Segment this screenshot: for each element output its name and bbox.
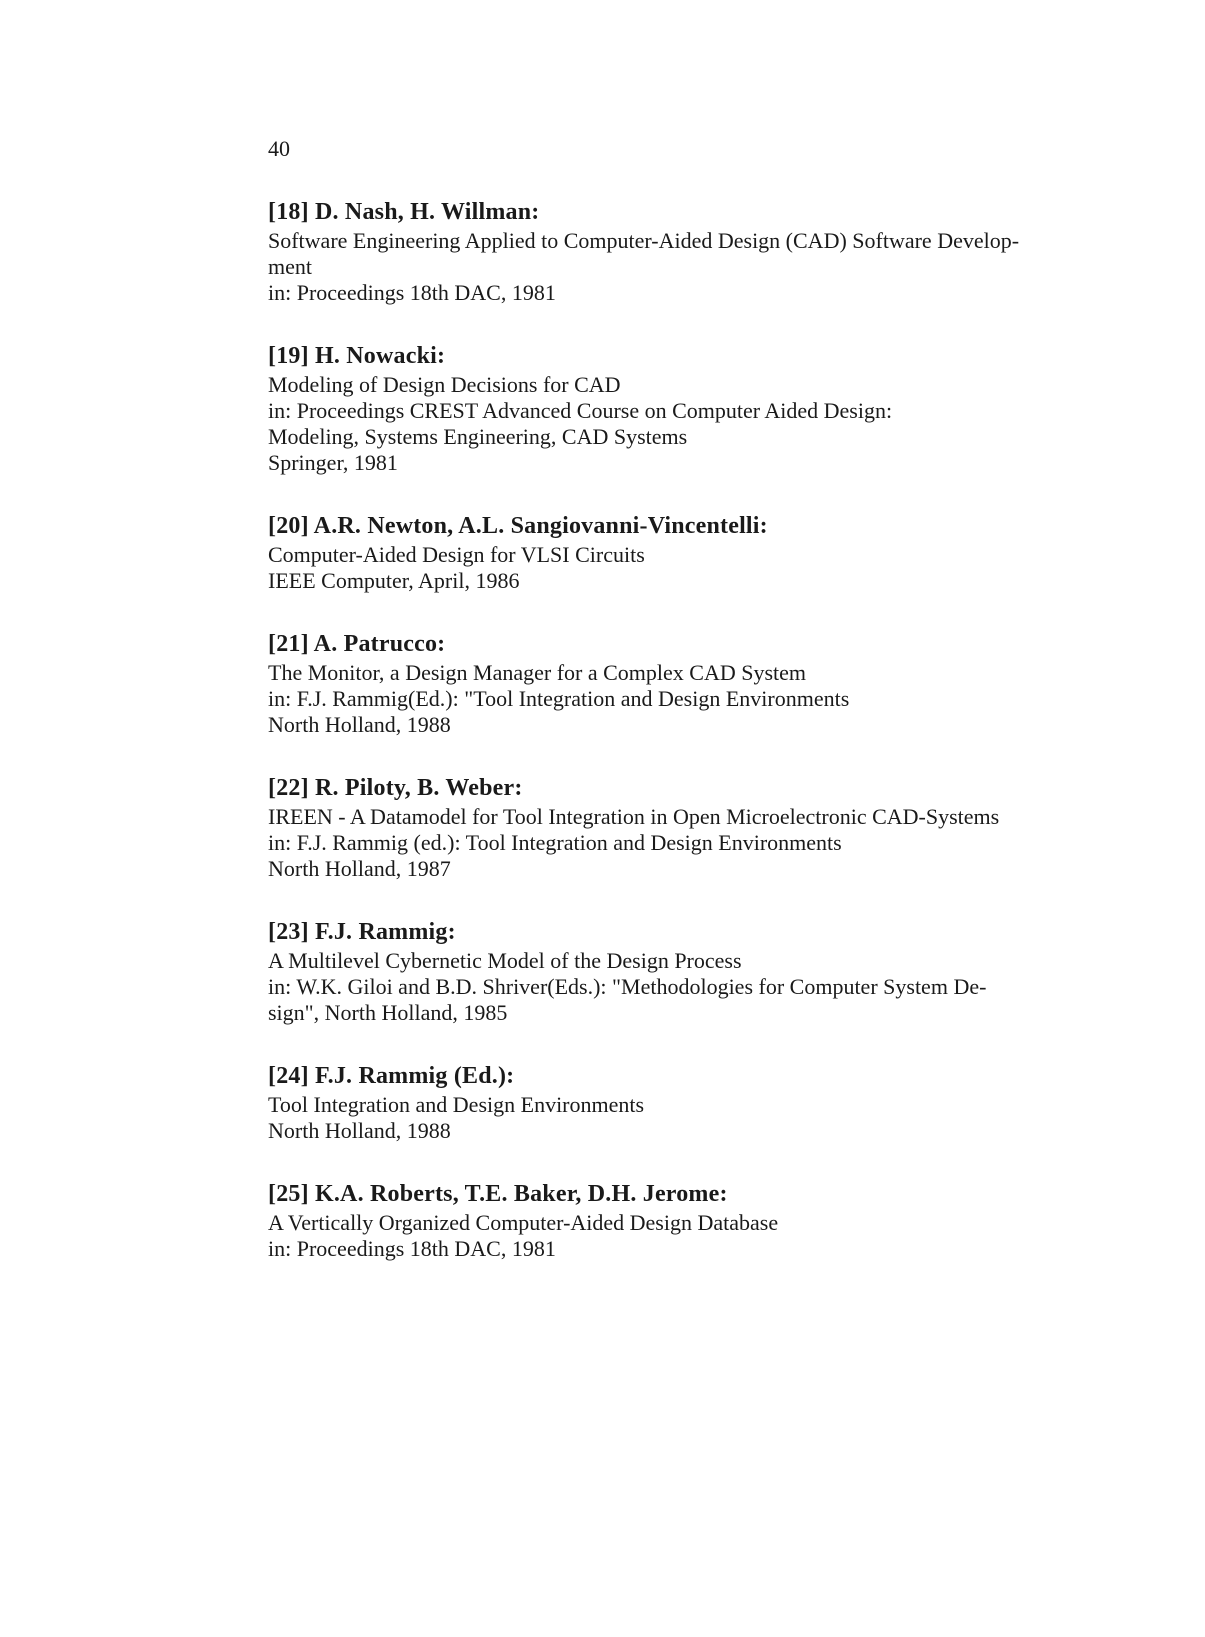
page-number: 40 <box>268 136 290 161</box>
reference-heading: [25] K.A. Roberts, T.E. Baker, D.H. Jerome: <box>268 1181 728 1207</box>
reference-heading: [20] A.R. Newton, A.L. Sangiovanni-Vincentelli: <box>268 513 768 539</box>
reference-line: Springer, 1981 <box>268 450 398 475</box>
reference-line: IEEE Computer, April, 1986 <box>268 568 520 593</box>
reference-line: North Holland, 1988 <box>268 712 451 737</box>
reference-line: in: F.J. Rammig(Ed.): "Tool Integration and Design Environments <box>268 686 850 711</box>
reference-line: North Holland, 1988 <box>268 1118 451 1143</box>
reference-line: North Holland, 1987 <box>268 856 451 881</box>
reference-heading: [22] R. Piloty, B. Weber: <box>268 775 523 801</box>
reference-line: in: W.K. Giloi and B.D. Shriver(Eds.): "Methodologies for Computer System De- <box>268 974 987 999</box>
reference-line: Modeling, Systems Engineering, CAD Systems <box>268 424 688 449</box>
reference-18 <box>268 196 1168 306</box>
reference-line: in: F.J. Rammig (ed.): Tool Integration and Design Environments <box>268 830 842 855</box>
reference-heading: [24] F.J. Rammig (Ed.): <box>268 1063 515 1089</box>
reference-line: IREEN - A Datamodel for Tool Integration in Open Microelectronic CAD-Systems <box>268 804 1000 829</box>
reference-24 <box>268 1060 1168 1144</box>
reference-heading: [21] A. Patrucco: <box>268 631 446 657</box>
reference-line: A Vertically Organized Computer-Aided Design Database <box>268 1210 779 1235</box>
reference-line: ment <box>268 254 312 279</box>
reference-line: Computer-Aided Design for VLSI Circuits <box>268 542 645 567</box>
reference-heading: [19] H. Nowacki: <box>268 343 446 369</box>
reference-line: Modeling of Design Decisions for CAD <box>268 372 621 397</box>
reference-line: in: Proceedings 18th DAC, 1981 <box>268 1236 556 1261</box>
reference-22 <box>268 772 1168 882</box>
reference-heading: [23] F.J. Rammig: <box>268 919 456 945</box>
reference-21 <box>268 628 1168 738</box>
reference-line: A Multilevel Cybernetic Model of the Design Process <box>268 948 742 973</box>
reference-line: Software Engineering Applied to Computer-Aided Design (CAD) Software Develop- <box>268 228 1020 253</box>
reference-line: sign", North Holland, 1985 <box>268 1000 508 1025</box>
reference-23 <box>268 916 1168 1026</box>
reference-line: The Monitor, a Design Manager for a Complex CAD System <box>268 660 807 685</box>
reference-20 <box>268 510 1168 594</box>
reference-line: Tool Integration and Design Environments <box>268 1092 645 1117</box>
reference-list <box>268 196 1168 1296</box>
reference-25 <box>268 1178 1168 1262</box>
reference-line: in: Proceedings CREST Advanced Course on Computer Aided Design: <box>268 398 893 423</box>
reference-line: in: Proceedings 18th DAC, 1981 <box>268 280 556 305</box>
reference-heading: [18] D. Nash, H. Willman: <box>268 199 540 225</box>
reference-19 <box>268 340 1168 476</box>
